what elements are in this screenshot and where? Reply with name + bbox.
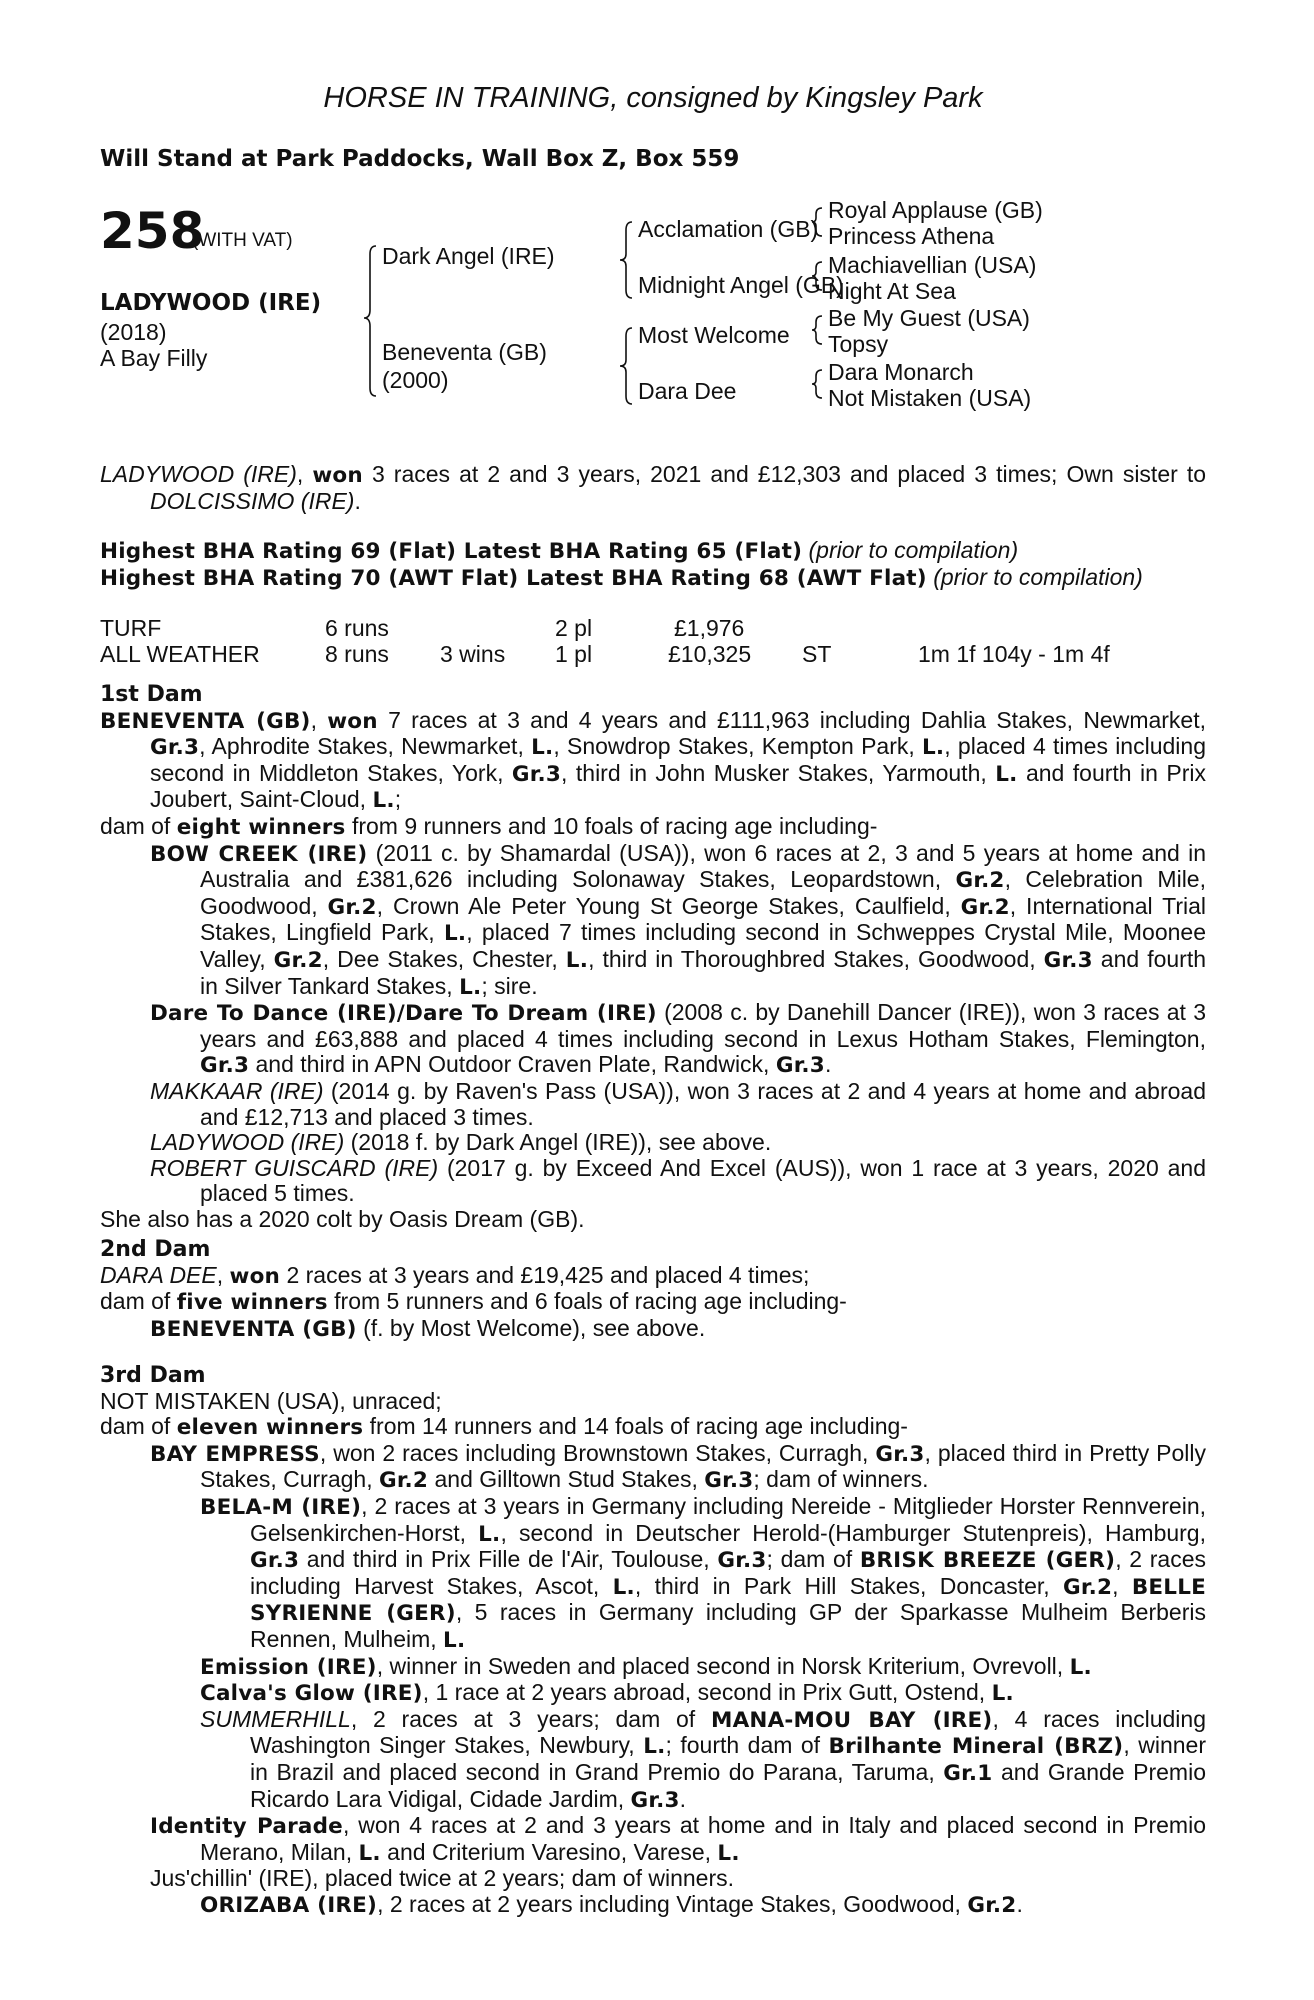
produce-emission: Emission (IRE), winner in Sweden and placed second in Norsk Kriterium, Ovrevoll, L. [200,1652,1092,1680]
second-dam-produce: dam of five winners from 5 runners and 6 foals of racing age including- [100,1288,847,1316]
second-dam-record: DARA DEE, won 2 races at 3 years and £19,425 and placed 4 times; [100,1261,810,1289]
first-dam-produce: dam of eight winners from 9 runners and 10 foals of racing age including- [100,812,878,840]
page-title: HORSE IN TRAINING, consigned by Kingsley Park [323,82,983,114]
second-dam-section [100,1237,1206,1342]
produce-bay-empress: BAY EMPRESS, won 2 races including Brownstown Stakes, Curragh, Gr.3, placed third in Pretty Polly Stakes, Curragh, Gr.2 and Gilltown Stud Stakes, Gr.3; dam of winners. [150,1439,1206,1494]
produce-makkaar: MAKKAAR (IRE) (2014 g. by Raven's Pass (USA)), won 3 races at 2 and 4 years at home and abroad and £12,713 and placed 3 times. [150,1077,1206,1130]
summary [100,462,1206,514]
produce-identity-parade: Identity Parade, won 4 races at 2 and 3 years at home and in Italy and placed second in Premio Merano, Milan, L. and Criterium Varesino, Varese, L. [150,1812,1206,1866]
produce-also: She also has a 2020 colt by Oasis Dream (GB). [100,1205,585,1232]
dam-sire-dam: Topsy [828,331,889,357]
first-dam-record: BENEVENTA (GB), won 7 races at 3 and 4 years and £111,963 including Dahlia Stakes, Newmarket, Gr.3, Aphrodite Stakes, Newmarket, L., Snowdrop Stakes, Kempton Park, L., placed 4 times including second in Middleton Stakes, York, Gr.3, third in John Musker Stakes, Yarmouth, L. and fourth in Prix Joubert, Saint-Cloud, L.; [100,706,1207,814]
horse-year: (2018) [100,319,167,345]
produce-orizaba: ORIZABA (IRE), 2 races at 2 years including Vintage Stakes, Goodwood, Gr.2. [200,1890,1023,1918]
ratings [100,538,1206,591]
rating-line-1: Highest BHA Rating 69 (Flat) Latest BHA Rating 65 (Flat) (prior to compilation) [100,537,1019,564]
summary-paragraph: LADYWOOD (IRE), won 3 races at 2 and 3 years, 2021 and £12,303 and placed 3 times; Own sister to DOLCISSIMO (IRE). [100,461,1207,514]
vat-label: (WITH VAT) [192,230,293,251]
produce-robert-guiscard: ROBERT GUISCARD (IRE) (2017 g. by Exceed And Excel (AUS)), won 1 race at 3 years, 2020 and placed 5 times. [150,1154,1206,1207]
produce-ladywood: LADYWOOD (IRE) (2018 f. by Dark Angel (IRE)), see above. [150,1129,772,1156]
horse-name: LADYWOOD (IRE) [100,290,322,316]
second-dam-heading: 2nd Dam [100,1237,211,1262]
third-dam-produce: dam of eleven winners from 14 runners and 14 foals of racing age including- [100,1413,908,1441]
dam: Beneventa (GB) [382,339,547,365]
dam-dam-sire: Dara Monarch [828,359,974,385]
third-dam-section [100,1363,1206,1918]
sire-sire-sire: Royal Applause (GB) [828,197,1043,223]
produce-bela-m: BELA-M (IRE), 2 races at 3 years in Germany including Nereide - Mitglieder Horster Rennverein, Gelsenkirchen-Horst, L., second in Deutscher Herold-(Hamburger Stutenpreis), Hamburg, Gr.3 and third in Prix Fille de l'Air, Toulouse, Gr.3; dam of BRISK BREEZE (GER), 2 races including Harvest Stakes, Ascot, L., third in Park Hill Stakes, Doncaster, Gr.2, BELLE SYRIENNE (GER), 5 races in Germany including GP der Sparkasse Mulheim Berberis Rennen, Mulheim, L. [200,1492,1207,1653]
first-dam-section [100,682,1206,1232]
third-dam-record: NOT MISTAKEN (USA), unraced; [100,1387,442,1414]
lot-number: 258 [100,202,205,260]
produce-juschillin: Jus'chillin' (IRE), placed twice at 2 years; dam of winners. [150,1865,735,1892]
produce-bow-creek: BOW CREEK (IRE) (2011 c. by Shamardal (USA)), won 6 races at 2, 3 and 5 years at home and in Australia and £381,626 including Solonaway Stakes, Leopardstown, Gr.2, Celebration Mile, Goodwood, Gr.2, Crown Ale Peter Young St George Stakes, Caulfield, Gr.2, International Trial Stakes, Lingfield Park, L., placed 7 times including second in Schweppes Crystal Mile, Moonee Valley, Gr.2, Dee Stakes, Chester, L., third in Thoroughbred Stakes, Goodwood, Gr.3 and fourth in Silver Tankard Stakes, L.; sire. [150,839,1207,1000]
stand-location: Will Stand at Park Paddocks, Wall Box Z, Box 559 [100,146,740,172]
sire-sire: Acclamation (GB) [638,216,819,242]
first-dam-heading: 1st Dam [100,682,203,707]
sire: Dark Angel (IRE) [382,243,555,269]
dam-sire: Most Welcome [638,322,790,348]
pedigree-block [100,198,1206,438]
sire-dam: Midnight Angel (GB) [638,272,844,298]
dam-year: (2000) [382,367,449,393]
horse-sex: A Bay Filly [100,345,208,371]
sister-name: DOLCISSIMO (IRE) [150,487,355,514]
produce-dare-to-dance: Dare To Dance (IRE)/Dare To Dream (IRE) (2008 c. by Danehill Dancer (IRE)), won 3 races at 3 years and £63,888 and placed 4 times including second in Lexus Hotham Stakes, Flemington, Gr.3 and third in APN Outdoor Craven Plate, Randwick, Gr.3. [150,999,1206,1079]
third-dam-heading: 3rd Dam [100,1363,206,1388]
dam-sire-sire: Be My Guest (USA) [828,305,1030,331]
sire-dam-dam: Night At Sea [828,278,956,304]
rating-line-2: Highest BHA Rating 70 (AWT Flat) Latest BHA Rating 68 (AWT Flat) (prior to compilation) [100,563,1143,591]
produce-beneventa: BENEVENTA (GB) (f. by Most Welcome), see above. [150,1314,706,1342]
sire-sire-dam: Princess Athena [828,223,995,249]
dam-dam: Dara Dee [638,378,737,404]
dam-dam-dam: Not Mistaken (USA) [828,385,1032,411]
produce-summerhill: SUMMERHILL, 2 races at 3 years; dam of MANA-MOU BAY (IRE), 4 races including Washington Singer Stakes, Newbury, L.; fourth dam of Brilhante Mineral (BRZ), winner in Brazil and placed second in Grand Premio do Parana, Taruma, Gr.1 and Grande Premio Ricardo Lara Vidigal, Cidade Jardim, Gr.3. [200,1705,1207,1813]
produce-calvas-glow: Calva's Glow (IRE), 1 race at 2 years abroad, second in Prix Gutt, Ostend, L. [200,1679,1014,1707]
sire-dam-sire: Machiavellian (USA) [828,252,1037,278]
summary-horse: LADYWOOD (IRE) [100,461,297,487]
